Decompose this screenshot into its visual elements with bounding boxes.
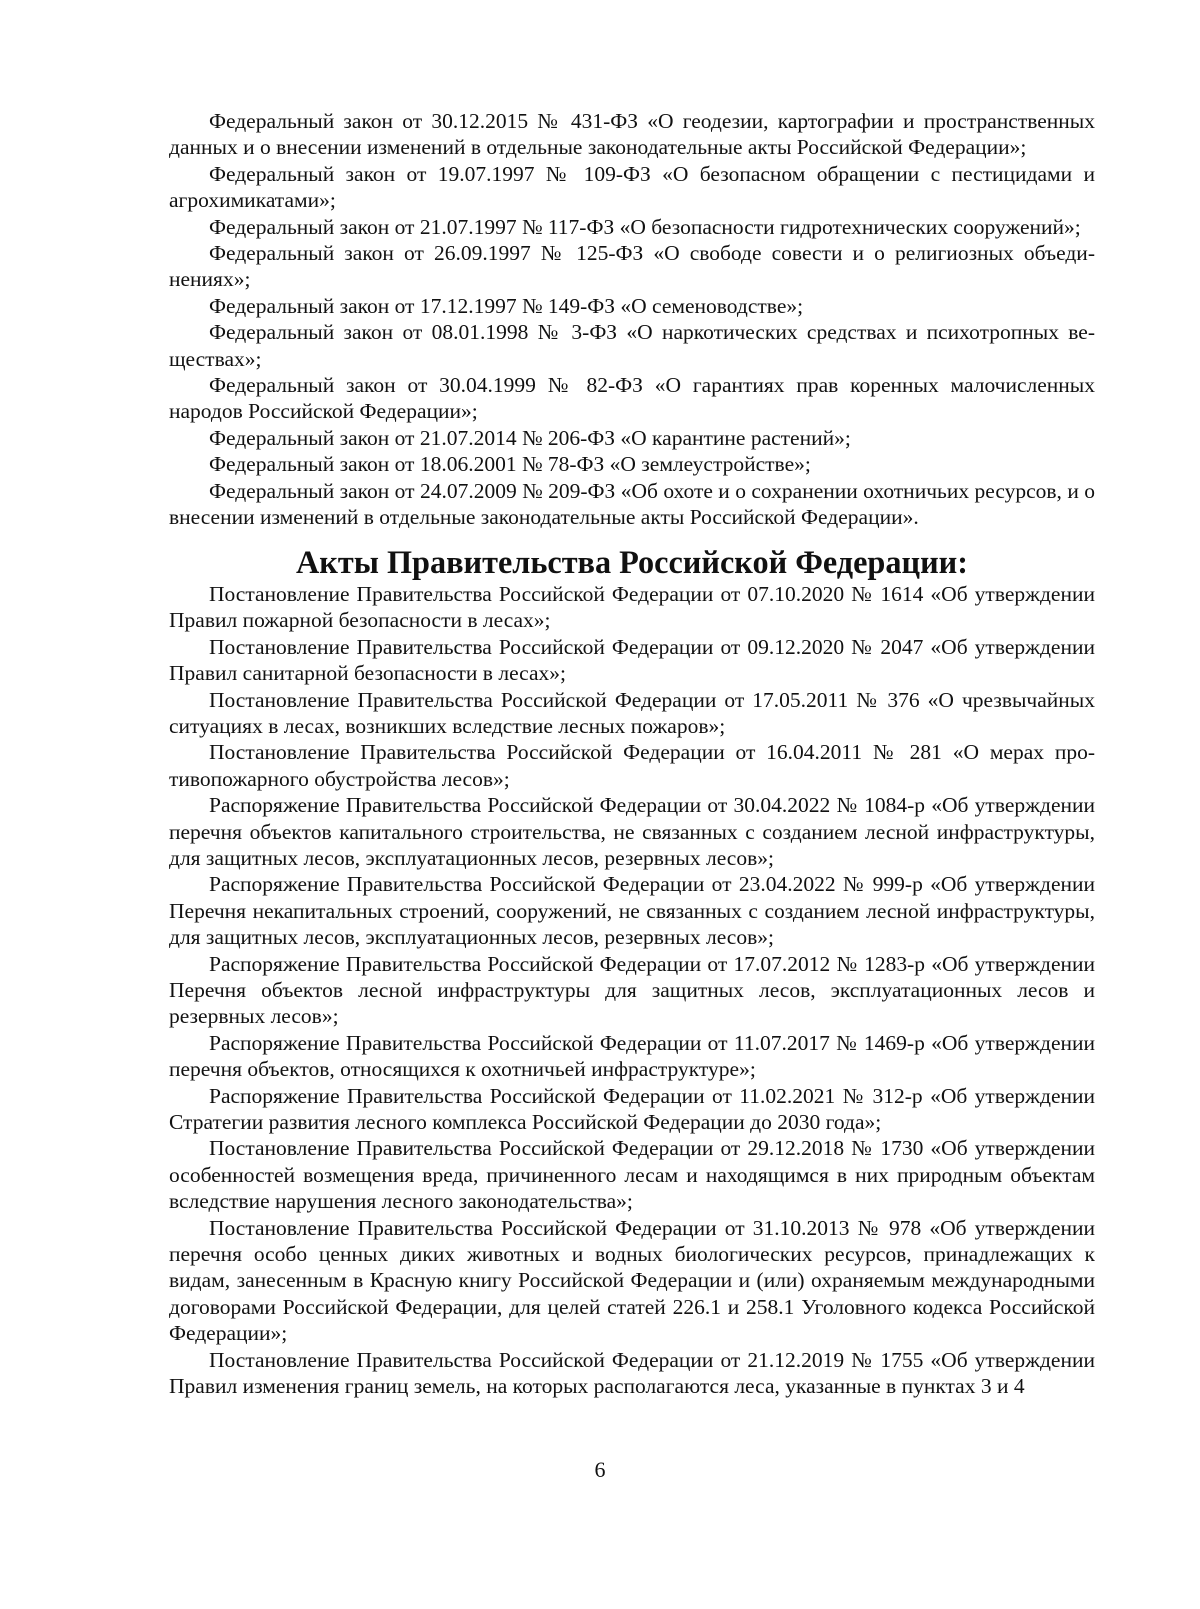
federal-law-item: Федеральный закон от 24.07.2009 № 209-ФЗ «Об охоте и о сохранении охотничьих ресурсов, и о внесении изменений в отдельные законодательные акты Российской Федерации». — [169, 478, 1095, 530]
government-act-item: Постановление Правительства Российской Федерации от 16.04.2011 № 281 «О мерах противопожарного обустройства лесов»; — [169, 740, 1095, 791]
government-act-item: Распоряжение Правительства Российской Федерации от 11.07.2017 № 1469-р «Об утверждении перечня объектов, относящихся к охотничьей инфраструктуре»; — [169, 1030, 1095, 1082]
federal-law-item: Федеральный закон от 26.09.1997 № 125-ФЗ «О свободе совести и о религиозных объединениях»; — [169, 241, 1095, 292]
federal-law-item: Федеральный закон от 21.07.2014 № 206-ФЗ «О карантине растений»; — [209, 425, 851, 450]
government-act-item: Постановление Правительства Российской Федерации от 31.10.2013 № 978 «Об утверждении перечня особо ценных диких животных и водных биологических ресурсов, принадлежащих к видам, занесенным в Красную книгу Российской Федерации и (или) охраняемым международными договорами Российской Федерации, для целей статей 226.1 и 258.1 Уголовного кодекса Российской Федерации»; — [169, 1215, 1095, 1346]
government-act-item: Постановление Правительства Российской Федерации от 29.12.2018 № 1730 «Об утверждении особенностей возмещения вреда, причиненного лесам и находящимся в них природным объектам вследствие нарушения лесного законодательства»; — [169, 1136, 1095, 1214]
federal-law-item: Федеральный закон от 21.07.1997 № 117-ФЗ «О безопасности гидротехнических сооружений»; — [209, 214, 1081, 239]
federal-law-item: Федеральный закон от 17.12.1997 № 149-ФЗ «О семеноводстве»; — [209, 293, 804, 318]
government-act-item: Постановление Правительства Российской Федерации от 21.12.2019 № 1755 «Об утверждении Правил изменения границ земель, на которых располагаются леса, указанные в пунктах 3 и 4 — [169, 1347, 1095, 1399]
document-body — [169, 108, 1095, 1400]
federal-law-item: Федеральный закон от 30.12.2015 № 431-ФЗ «О геодезии, картографии и пространственных данных и о внесении изменений в отдельные законодательные акты Российской Федерации»; — [169, 109, 1095, 160]
section-heading: Акты Правительства Российской Федерации: — [296, 543, 968, 580]
page-number: 6 — [594, 1457, 606, 1482]
government-act-item: Распоряжение Правительства Российской Федерации от 11.02.2021 № 312-р «Об утверждении Стратегии развития лесного комплекса Российской Федерации до 2030 года»; — [169, 1083, 1095, 1135]
government-act-item: Постановление Правительства Российской Федерации от 07.10.2020 № 1614 «Об утверждении Правил пожарной безопасности в лесах»; — [169, 581, 1095, 633]
federal-law-item: Федеральный закон от 18.06.2001 № 78-ФЗ «О землеустройстве»; — [209, 452, 811, 477]
government-act-item: Постановление Правительства Российской Федерации от 09.12.2020 № 2047 «Об утверждении Правил санитарной безопасности в лесах»; — [169, 634, 1095, 686]
federal-law-item: Федеральный закон от 08.01.1998 № 3-ФЗ «О наркотических средствах и психотропных веществах»; — [169, 320, 1095, 371]
government-act-item: Распоряжение Правительства Российской Федерации от 17.07.2012 № 1283-р «Об утверждении Перечня объектов лесной инфраструктуры для защитных лесов, эксплуатационных лесов и резервных лесов»; — [169, 951, 1095, 1029]
federal-law-item: Федеральный закон от 30.04.1999 № 82-ФЗ «О гарантиях прав коренных малочисленных народов Российской Федерации»; — [169, 373, 1095, 424]
federal-law-item: Федеральный закон от 19.07.1997 № 109-ФЗ «О безопасном обращении с пестицидами и агрохимикатами»; — [169, 161, 1095, 213]
government-act-item: Распоряжение Правительства Российской Федерации от 30.04.2022 № 1084-р «Об утверждении перечня объектов капитального строительства, не связанных с созданием лесной инфраструктуры, для защитных лесов, эксплуатационных лесов, резервных лесов»; — [169, 793, 1095, 870]
government-act-item: Постановление Правительства Российской Федерации от 17.05.2011 № 376 «О чрезвычайных ситуациях в лесах, возникших вследствие лесных пожаров»; — [169, 687, 1095, 738]
government-act-item: Распоряжение Правительства Российской Федерации от 23.04.2022 № 999-р «Об утверждении Перечня некапитальных строений, сооружений, не связанных с созданием лесной инфраструктуры, для защитных лесов, эксплуатационных лесов, резервных лесов»; — [169, 872, 1095, 950]
